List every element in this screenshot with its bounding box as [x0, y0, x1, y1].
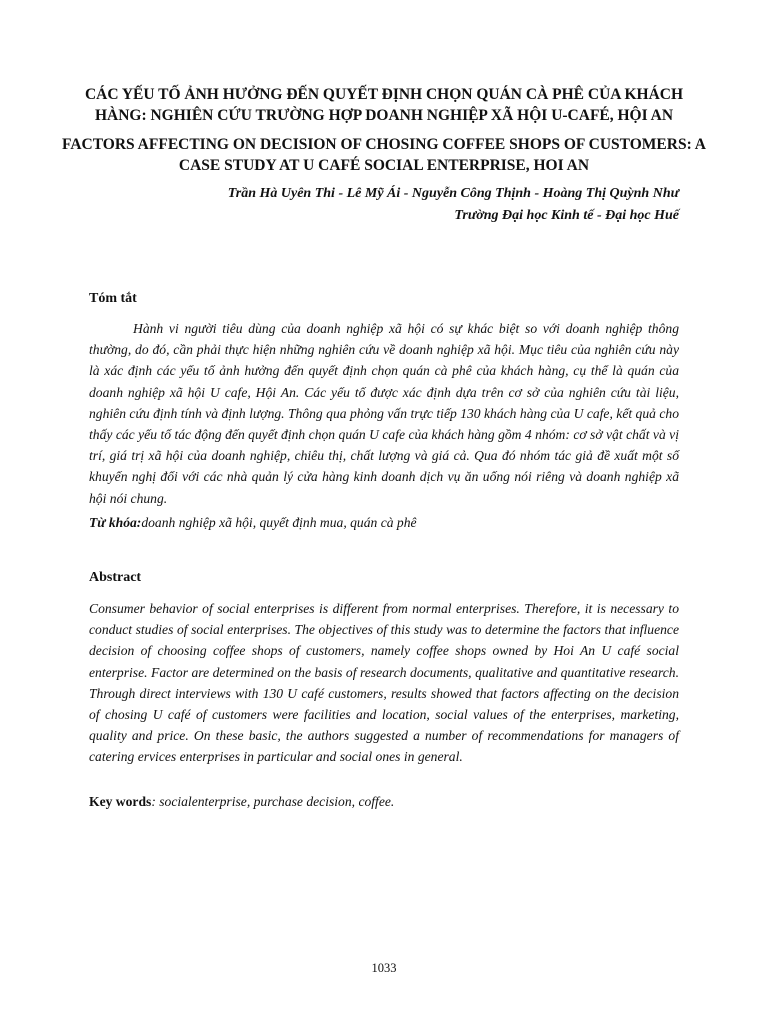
tomtat-heading: Tóm tắt — [89, 291, 137, 306]
keywords-vn-value: doanh nghiệp xã hội, quyết định mua, quán cà phê — [141, 515, 417, 530]
keywords-vn-label: Từ khóa: — [89, 515, 142, 530]
keywords-vietnamese — [89, 515, 679, 531]
tomtat-body: Hành vi người tiêu dùng của doanh nghiệp xã hội có sự khác biệt so với doanh nghiệp thông thường, do đó, cần phải thực hiện những nghiên cứu về doanh nghiệp xã hội. Mục tiêu của nghiên cứu này là xác định các yếu tố ảnh hưởng đến quyết định chọn quán cà phê của khách hàng, cụ thể là quán của doanh nghiệp xã hội U cafe, Hội An. Các yếu tố được xác định dựa trên cơ sở của nghiên cứu tài liệu, nghiên cứu định tính và định lượng. Thông qua phỏng vấn trực tiếp 130 khách hàng của U cafe, kết quả cho thấy các yếu tố tác động đến quyết định chọn quán U cafe của khách hàng gồm 4 nhóm: cơ sở vật chất và vị trí, giá trị xã hội của doanh nghiệp, chiêu thị, chất lượng và giá cả. Qua đó nhóm tác giả đề xuất một số khuyến nghị đối với các nhà quản lý cửa hàng kinh doanh dịch vụ ăn uống nói riêng và doanh nghiệp xã hội nói chung. — [89, 321, 679, 506]
title-english: FACTORS AFFECTING ON DECISION OF CHOSING COFFEE SHOPS OF CUSTOMERS: A CASE STUDY AT U CAFÉ SOCIAL ENTERPRISE, HOI AN — [62, 136, 706, 174]
abstract-heading: Abstract — [89, 570, 142, 585]
page-number: 1033 — [371, 961, 397, 975]
keywords-en-value: : socialenterprise, purchase decision, coffee. — [151, 794, 395, 809]
keywords-english — [89, 794, 679, 810]
abstract-body: Consumer behavior of social enterprises is different from normal enterprises. Therefore, it is necessary to conduct studies of social enterprises. The objectives of this study was to determine the factors that influence decision of choosing coffee shops of customers, namely coffee shops owned by Hoi An U café social enterprise. Factor are determined on the basis of research documents, qualitative and quantitative research. Through direct interviews with 130 U café customers, results showed that factors affecting on the decision of chosing U café of customers were facilities and location, social values of the enterprises, marketing, quality and price. On these basic, the authors suggested a number of recommendations for managers of catering ervices enterprises in particular and social ones in general. — [89, 601, 679, 765]
keywords-en-label: Key words — [89, 794, 152, 809]
affiliation: Trường Đại học Kinh tế - Đại học Huế — [454, 208, 679, 223]
title-vietnamese: CÁC YẾU TỐ ẢNH HƯỞNG ĐẾN QUYẾT ĐỊNH CHỌN QUÁN CÀ PHÊ CỦA KHÁCH HÀNG: NGHIÊN CỨU TRƯỜNG HỢP DOANH NGHIỆP XÃ HỘI U-CAFÉ, HỘI AN — [84, 86, 684, 124]
authors: Trần Hà Uyên Thi - Lê Mỹ Ái - Nguyễn Công Thịnh - Hoàng Thị Quỳnh Như — [227, 186, 679, 201]
